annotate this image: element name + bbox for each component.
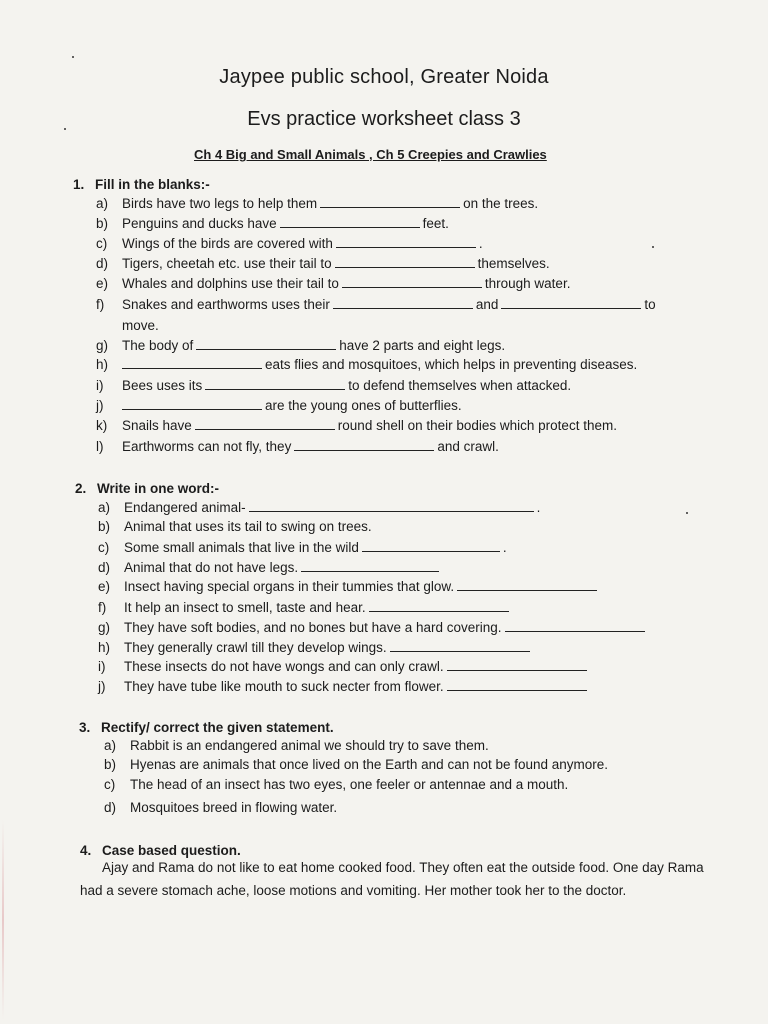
q2-item-d (98, 560, 442, 575)
q4-heading-text: Case based question. (102, 843, 241, 858)
answer-blank[interactable] (122, 357, 262, 369)
q1-item-h (96, 357, 637, 372)
item-text: move. (122, 318, 159, 333)
item-text: . (478, 236, 483, 251)
q1-item-l (96, 439, 499, 454)
item-text: Animal that uses its tail to swing on trees. (124, 519, 372, 534)
q1-item-i (96, 378, 571, 393)
item-text: and crawl. (437, 439, 499, 454)
item-label: a) (104, 738, 117, 753)
item-text: through water. (484, 276, 571, 291)
item-label: g) (98, 620, 111, 635)
answer-blank[interactable] (320, 196, 460, 208)
answer-blank[interactable] (342, 276, 482, 288)
item-text: It help an insect to smell, taste and hear. (124, 600, 366, 615)
item-label: f) (98, 600, 107, 615)
q2-item-h (98, 640, 533, 655)
item-text: Hyenas are animals that once lived on the Earth and can not be found anymore. (130, 757, 609, 772)
answer-blank[interactable] (196, 338, 336, 350)
item-text: Insect having special organs in their tummies that glow. (124, 579, 455, 594)
q3-item-c (104, 777, 568, 792)
q2-heading-text: Write in one word:- (97, 481, 219, 496)
q1-heading (73, 177, 210, 192)
item-label: e) (98, 579, 111, 594)
q2-heading (75, 481, 219, 496)
item-text: These insects do not have wongs and can only crawl. (124, 659, 444, 674)
item-text: eats flies and mosquitoes, which helps in preventing diseases. (265, 357, 638, 372)
answer-blank[interactable] (369, 600, 509, 612)
item-text: The head of an insect has two eyes, one feeler or antennae and a mouth. (130, 777, 569, 792)
answer-blank[interactable] (447, 659, 587, 671)
q2-item-j (98, 679, 590, 694)
scan-speck (686, 512, 688, 514)
item-text: They generally crawl till they develop wings. (124, 640, 387, 655)
item-label: f) (96, 297, 105, 312)
scan-speck (652, 246, 654, 248)
q1-item-f-continued (122, 318, 159, 333)
item-label: c) (96, 236, 108, 251)
item-label: h) (96, 357, 109, 372)
item-label: j) (96, 398, 104, 413)
answer-blank[interactable] (362, 540, 500, 552)
item-text: on the trees. (463, 196, 539, 211)
item-text: round shell on their bodies which protect them. (337, 418, 617, 433)
item-label: e) (96, 276, 109, 291)
item-text: The body of (122, 338, 194, 353)
q3-item-b (104, 757, 608, 772)
item-text: have 2 parts and eight legs. (339, 338, 506, 353)
q3-item-d (104, 800, 337, 815)
q1-item-d (96, 256, 550, 271)
q3-heading (79, 720, 334, 735)
item-text: feet. (422, 216, 449, 231)
item-label: j) (98, 679, 106, 694)
q3-item-a (104, 738, 489, 753)
item-text: Snakes and earthworms uses their (122, 297, 330, 312)
item-text: They have soft bodies, and no bones but have a hard covering. (124, 620, 502, 635)
q1-item-g (96, 338, 505, 353)
q2-item-e (98, 579, 600, 594)
q1-item-b (96, 216, 449, 231)
q1-item-f (96, 297, 656, 312)
item-text: Some small animals that live in the wild (124, 540, 359, 555)
item-text: Mosquitoes breed in flowing water. (130, 800, 338, 815)
item-label: l) (96, 439, 104, 454)
answer-blank[interactable] (122, 398, 262, 410)
case-paragraph (80, 856, 720, 902)
school-name: Jaypee public school, Greater Noida (219, 66, 549, 88)
answer-blank[interactable] (205, 378, 345, 390)
item-label: g) (96, 338, 109, 353)
answer-blank[interactable] (501, 297, 641, 309)
item-text: Whales and dolphins use their tail to (122, 276, 339, 291)
item-label: d) (96, 256, 109, 271)
q1-item-a (96, 196, 538, 211)
item-text: Earthworms can not fly, they (122, 439, 292, 454)
answer-blank[interactable] (333, 297, 473, 309)
item-label: a) (96, 196, 109, 211)
item-text: Rabbit is an endangered animal we should try to save them. (130, 738, 489, 753)
item-label: d) (104, 800, 117, 815)
q1-item-k (96, 418, 617, 433)
q1-heading-text: Fill in the blanks:- (95, 177, 210, 192)
item-text: Snails have (122, 418, 192, 433)
item-text: Penguins and ducks have (122, 216, 277, 231)
chapters-subtitle: Ch 4 Big and Small Animals , Ch 5 Creepies and Crawlies (194, 147, 547, 162)
item-label: k) (96, 418, 108, 433)
item-label: b) (104, 757, 117, 772)
q3-number: 3. (79, 720, 91, 735)
item-text: and (475, 297, 499, 312)
item-label: b) (98, 519, 111, 534)
item-label: c) (104, 777, 116, 792)
item-text: to defend themselves when attacked. (348, 378, 572, 393)
q1-item-e (96, 276, 570, 291)
item-text: Birds have two legs to help them (122, 196, 318, 211)
item-text: Bees uses its (122, 378, 203, 393)
item-label: h) (98, 640, 111, 655)
case-paragraph-text: Ajay and Rama do not like to eat home cooked food. They often eat the outside food. One day Rama had a severe stomach ache, loose motions and vomiting. Her mother took her to the doctor. (80, 860, 704, 898)
item-text: Wings of the birds are covered with (122, 236, 333, 251)
q1-item-j (96, 398, 462, 413)
answer-blank[interactable] (457, 579, 597, 591)
q1-item-c (96, 236, 483, 251)
item-label: i) (98, 659, 106, 674)
answer-blank[interactable] (195, 418, 335, 430)
item-label: b) (96, 216, 109, 231)
answer-blank[interactable] (294, 439, 434, 451)
answer-blank[interactable] (447, 679, 587, 691)
item-text: to (644, 297, 656, 312)
q3-heading-text: Rectify/ correct the given statement. (101, 720, 334, 735)
scan-edge-shadow (2, 820, 4, 1020)
item-text: Tigers, cheetah etc. use their tail to (122, 256, 332, 271)
scan-speck (72, 56, 74, 58)
answer-blank[interactable] (301, 560, 439, 572)
answer-blank[interactable] (249, 500, 534, 512)
item-text: . (502, 540, 507, 555)
worksheet-title: Evs practice worksheet class 3 (247, 108, 521, 130)
item-text: Animal that do not have legs. (124, 560, 299, 575)
q1-number: 1. (73, 177, 85, 192)
q2-item-c (98, 540, 507, 555)
item-label: c) (98, 540, 110, 555)
answer-blank[interactable] (505, 620, 645, 632)
item-label: a) (98, 500, 111, 515)
item-text: themselves. (477, 256, 550, 271)
item-text: They have tube like mouth to suck necter from flower. (124, 679, 444, 694)
q2-item-g (98, 620, 648, 635)
q4-number: 4. (80, 843, 92, 858)
answer-blank[interactable] (335, 256, 475, 268)
item-label: d) (98, 560, 111, 575)
item-label: i) (96, 378, 104, 393)
item-text: Endangered animal- (124, 500, 246, 515)
answer-blank[interactable] (336, 236, 476, 248)
q2-item-b (98, 519, 372, 534)
item-text: are the young ones of butterflies. (265, 398, 462, 413)
q2-item-f (98, 600, 512, 615)
item-text: . (536, 500, 541, 515)
answer-blank[interactable] (390, 640, 530, 652)
q2-item-i (98, 659, 590, 674)
q2-item-a (98, 500, 540, 515)
q2-number: 2. (75, 481, 87, 496)
answer-blank[interactable] (280, 216, 420, 228)
